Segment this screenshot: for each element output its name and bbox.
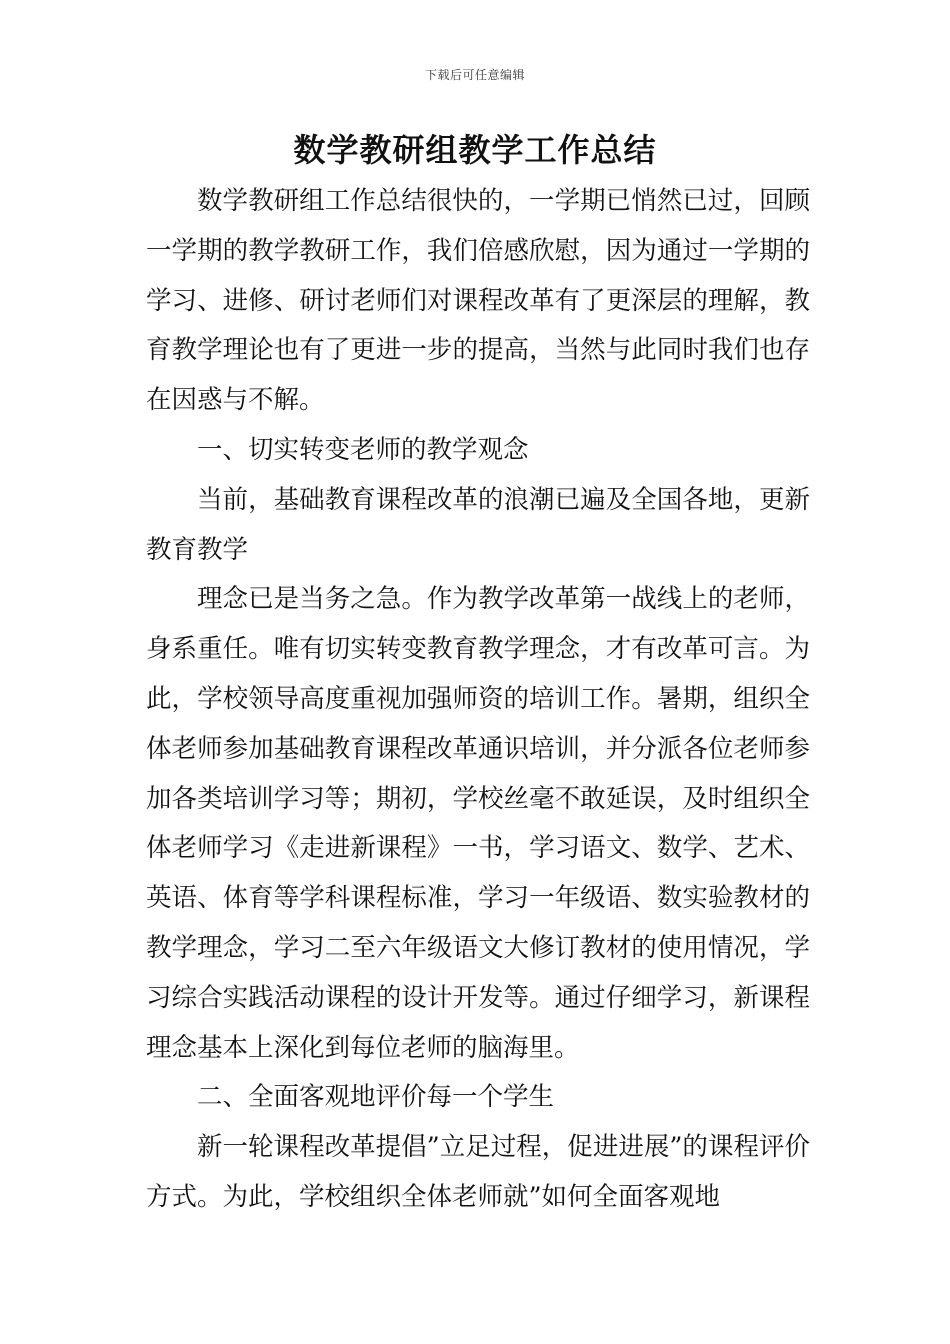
paragraph-training: 理念已是当务之急。作为教学改革第一战线上的老师，身系重任。唯有切实转变教育教学理念，才有改革可言。为此，学校领导高度重视加强师资的培训工作。暑期，组织全体老师参加基础教育课程改革通识培训，并分派各位老师参加各类培训学习等；期初，学校丝毫不敢延误，及时组织全体老师学习《走进新课程》一书，学习语文、数学、艺术、英语、体育等学科课程标准，学习一年级语、数实验教材的教学理念，学习二至六年级语文大修订教材的使用情况，学习综合实践活动课程的设计开发等。通过仔细学习，新课程理念基本上深化到每位老师的脑海里。 xyxy=(146,584,810,1063)
document-body xyxy=(146,177,810,1223)
section-heading-1: 一、切实转变老师的教学观念 xyxy=(197,434,529,465)
document-title: 数学教研组教学工作总结 xyxy=(293,131,657,169)
section-heading-2: 二、全面客观地评价每一个学生 xyxy=(197,1082,555,1113)
paragraph-intro: 数学教研组工作总结很快的，一学期已悄然已过，回顾一学期的教学教研工作，我们倍感欣慰，因为通过一学期的学习、进修、研讨老师们对课程改革有了更深层的理解，教育教学理论也有了更进一步的提高，当然与此同时我们也存在因惑与不解。 xyxy=(146,186,810,416)
header-note: 下载后可任意编辑 xyxy=(424,68,525,82)
paragraph-evaluation: 新一轮课程改革提倡”立足过程，促进进展”的课程评价方式。为此，学校组织全体老师就”如何全面客观地 xyxy=(146,1132,810,1212)
paragraph-current-reform: 当前，基础教育课程改革的浪潮已遍及全国各地，更新教育教学 xyxy=(146,484,810,565)
